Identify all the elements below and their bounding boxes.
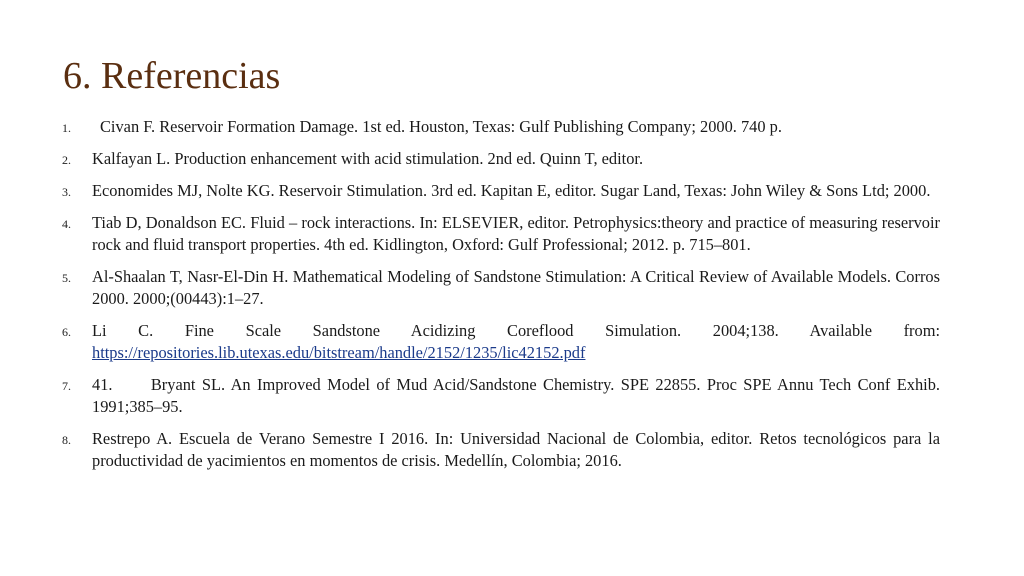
reference-item-8 (58, 428, 940, 472)
reference-number: 1. (62, 121, 71, 135)
reference-number: 8. (62, 433, 71, 447)
reference-item-3 (58, 180, 940, 202)
reference-list (58, 116, 940, 482)
page-title: 6. Referencias (63, 55, 281, 97)
reference-body (92, 320, 940, 364)
reference-number: 6. (62, 325, 71, 339)
reference-text: Restrepo A. Escuela de Verano Semestre I 2016. In: Universidad Nacional de Colombia, editor. Retos tecnológicos para la productividad de yacimientos en momentos de crisis. Medellín, Colombia; 2016. (92, 429, 940, 470)
reference-item-5 (58, 266, 940, 310)
reference-number: 7. (62, 379, 71, 393)
reference-link[interactable]: https://repositories.lib.utexas.edu/bitstream/handle/2152/1235/lic42152.pdf (92, 343, 586, 362)
reference-item-7 (58, 374, 940, 418)
reference-number: 4. (62, 217, 71, 231)
reference-item-2 (58, 148, 940, 170)
reference-number: 3. (62, 185, 71, 199)
reference-text: 41. Bryant SL. An Improved Model of Mud Acid/Sandstone Chemistry. SPE 22855. Proc SPE Annu Tech Conf Exhib. 1991;385–95. (92, 375, 940, 416)
reference-number: 2. (62, 153, 71, 167)
reference-text: Li C. Fine Scale Sandstone Acidizing Coreflood Simulation. 2004;138. Available from: (92, 321, 940, 340)
reference-number: 5. (62, 271, 71, 285)
reference-text: Kalfayan L. Production enhancement with acid stimulation. 2nd ed. Quinn T, editor. (92, 149, 644, 168)
reference-item-1 (58, 116, 940, 138)
reference-text: Tiab D, Donaldson EC. Fluid – rock interactions. In: ELSEVIER, editor. Petrophysics:theory and practice of measuring reservoir rock and fluid transport properties. 4th ed. Kidlington, Oxford: Gulf Professional; 2012. p. 715–801. (92, 213, 940, 254)
reference-text: Al-Shaalan T, Nasr-El-Din H. Mathematical Modeling of Sandstone Stimulation: A Critical Review of Available Models. Corros 2000. 2000;(00443):1–27. (92, 267, 940, 308)
reference-text: Civan F. Reservoir Formation Damage. 1st ed. Houston, Texas: Gulf Publishing Company; 2000. 740 p. (100, 117, 782, 136)
reference-text: Economides MJ, Nolte KG. Reservoir Stimulation. 3rd ed. Kapitan E, editor. Sugar Land, Texas: John Wiley & Sons Ltd; 2000. (92, 181, 931, 200)
reference-item-4 (58, 212, 940, 256)
reference-item-6 (58, 320, 940, 364)
